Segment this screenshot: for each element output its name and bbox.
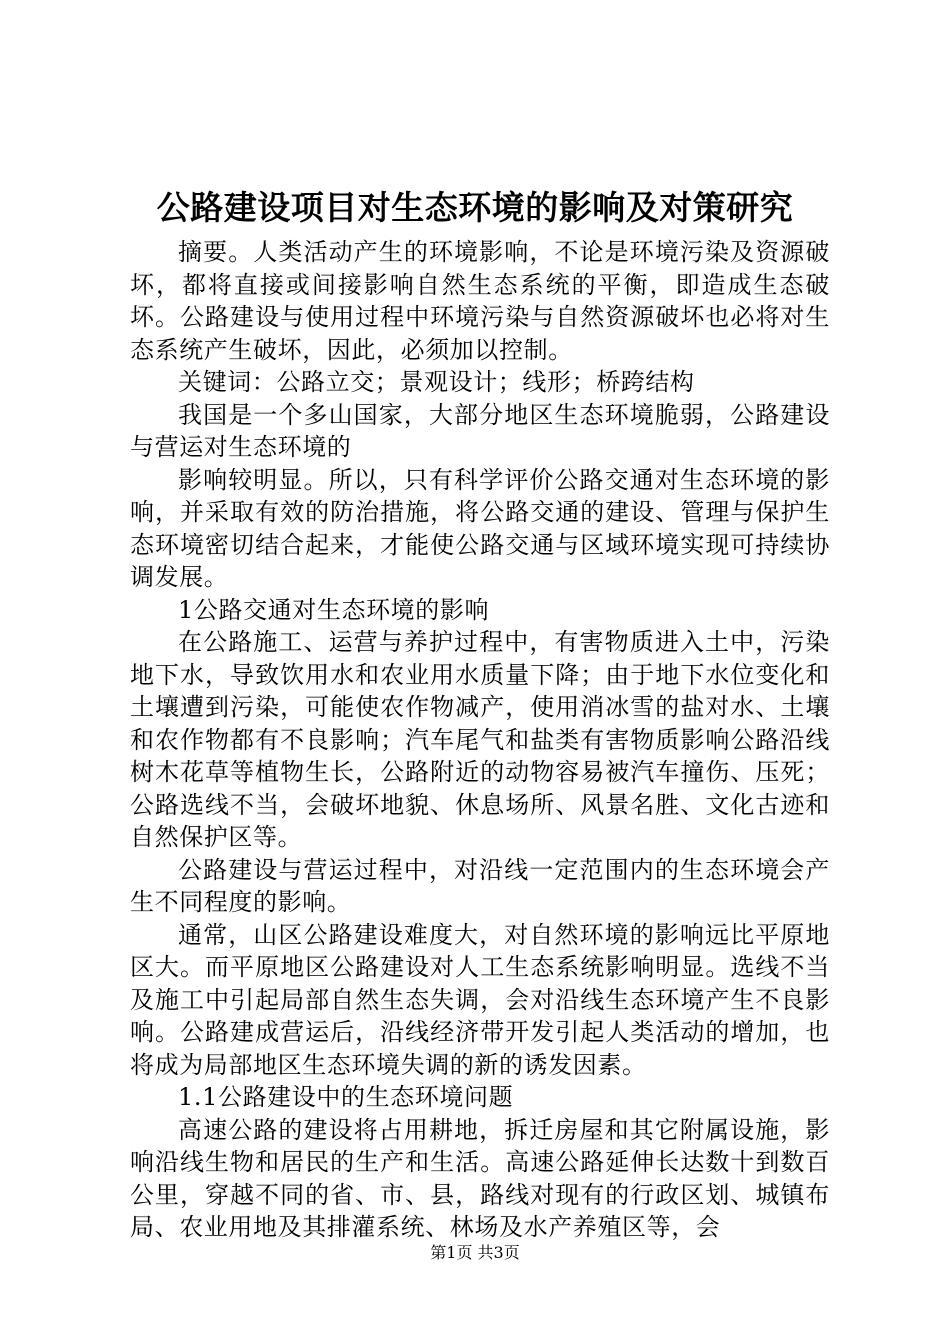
keywords-line: 关键词：公路立交；景观设计；线形；桥跨结构	[178, 368, 695, 396]
document-body	[130, 236, 830, 1244]
page-number-footer: 第1页 共3页	[430, 1243, 520, 1262]
body-paragraph: 高速公路的建设将占用耕地，拆迁房屋和其它附属设施，影响沿线生物和居民的生产和生活。高速公路延伸长达数十到数百公里，穿越不同的省、市、县，路线对现有的行政区划、城镇布局、农业用地及其排灌系统、林场及水产养殖区等，会	[130, 1115, 830, 1241]
body-paragraph: 通常，山区公路建设难度大，对自然环境的影响远比平原地区大。而平原地区公路建设对人工生态系统影响明显。选线不当及施工中引起局部自然生态失调，会对沿线生态环境产生不良影响。公路建成营运后，沿线经济带开发引起人类活动的增加，也将成为局部地区生态环境失调的新的诱发因素。	[130, 920, 830, 1079]
document-title: 公路建设项目对生态环境的影响及对策研究	[156, 188, 794, 227]
section-heading: 1公路交通对生态环境的影响	[178, 595, 490, 624]
abstract-paragraph: 摘要。人类活动产生的环境影响，不论是环境污染及资源破坏，都将直接或间接影响自然生态系统的平衡，即造成生态破坏。公路建设与使用过程中环境污染与自然资源破坏也必将对生态系统产生破坏，因此，必须加以控制。	[130, 238, 830, 364]
body-paragraph: 我国是一个多山国家，大部分地区生态环境脆弱，公路建设与营运对生态环境的	[130, 400, 830, 461]
body-paragraph: 公路建设与营运过程中，对沿线一定范围内的生态环境会产生不同程度的影响。	[130, 855, 830, 916]
body-paragraph: 在公路施工、运营与养护过程中，有害物质进入土中，污染地下水，导致饮用水和农业用水质量下降；由于地下水位变化和土壤遭到污染，可能使农作物减产，使用消冰雪的盐对水、土壤和农作物都有不良影响；汽车尾气和盐类有害物质影响公路沿线树木花草等植物生长，公路附近的动物容易被汽车撞伤、压死；公路选线不当，会破坏地貌、休息场所、风景名胜、文化古迹和自然保护区等。	[130, 628, 830, 851]
body-paragraph: 影响较明显。所以，只有科学评价公路交通对生态环境的影响，并采取有效的防治措施，将公路交通的建设、管理与保护生态环境密切结合起来，才能使公路交通与区域环境实现可持续协调发展。	[130, 465, 830, 591]
subsection-heading: 1.1公路建设中的生态环境问题	[178, 1083, 514, 1111]
